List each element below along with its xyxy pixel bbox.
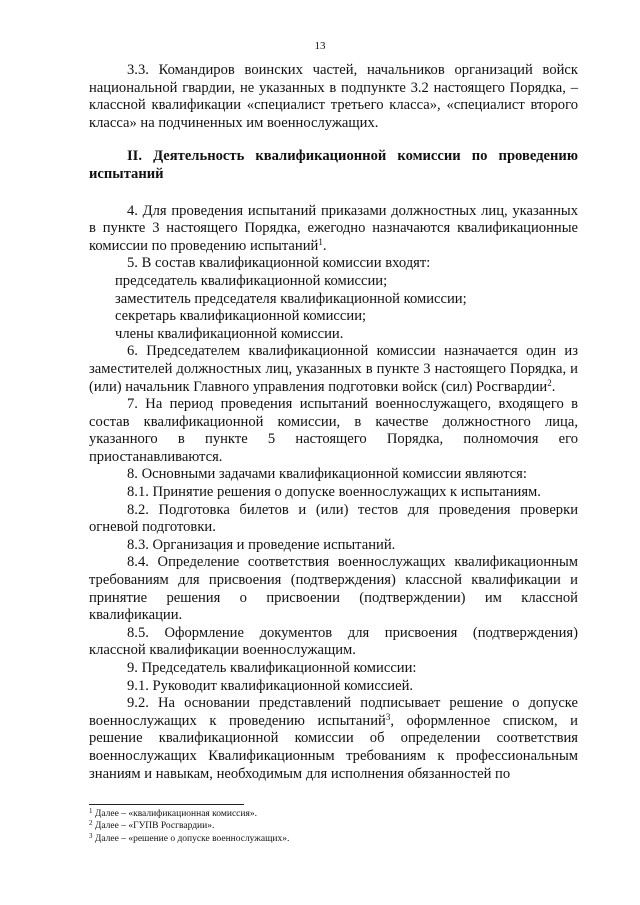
paragraph-7: 7. На период проведения испытаний военнослужащего, входящего в состав квалификационной комиссии, в качестве должностного лица, указанного в пункте 5 настоящего Порядка, полномочия его приостанавливаются. — [89, 396, 578, 465]
paragraph-9: 9. Председатель квалификационной комиссии: — [127, 660, 417, 676]
footnote — [89, 808, 578, 820]
paragraph-8-3: 8.3. Организация и проведение испытаний. — [127, 536, 396, 553]
list-item: председатель квалификационной комиссии; — [115, 272, 388, 289]
footnote — [89, 820, 578, 832]
section-heading: II. Деятельность квалификационной комиссии по проведению испытаний — [89, 148, 578, 182]
footnote-ref-3: 3 — [385, 711, 391, 722]
paragraph-8-4: 8.4. Определение соответствия военнослужащих квалификационным требованиям для присвоения (подтверждения) классной квалификации и принятие решения о присвоении (подтверждении) им классной квалификации. — [89, 554, 578, 624]
paragraph-8-5: 8.5. Оформление документов для присвоения (подтверждения) классной квалификации военнослужащим. — [89, 624, 578, 659]
paragraph-9-2-text-b: , оформленное списком, и решение квалификационной комиссии об определении соответствия военнослужащих Квалификационным требованиям к профессиональным знаниям и навыкам, необходимым для исполнения обязанностей по — [89, 712, 578, 782]
list-item: заместитель председателя квалификационной комиссии; — [115, 290, 467, 307]
footnote-text: Далее – «квалификационная комиссия». — [94, 809, 257, 819]
paragraph-8-1: 8.1. Принятие решения о допуске военнослужащих к испытаниям. — [127, 484, 541, 501]
footnote-ref-1: 1 — [318, 236, 323, 247]
paragraph-4-text: 4. Для проведения испытаний приказами должностных лиц, указанных в пункте 3 настоящего Порядка, ежегодно назначаются квалификационные комиссии по проведению испытаний — [89, 202, 578, 254]
paragraph-9-2-text-a: 9.2. На основании представлений подписывает решение о допуске военнослужащих к проведению испытаний — [89, 695, 578, 729]
list-item: члены квалификационной комиссии. — [115, 325, 344, 342]
paragraph-5: 5. В состав квалификационной комиссии входят: — [127, 255, 431, 272]
paragraph-3-3: 3.3. Командиров воинских частей, начальников организаций войск национальной гвардии, не указанных в подпункте 3.2 настоящего Порядка, – классной квалификации «специалист третьего класса», «специалист второго класса» на подчиненных им военнослужащих. — [89, 62, 578, 131]
list-item: секретарь квалификационной комиссии; — [115, 308, 367, 325]
footnotes — [89, 808, 578, 845]
document-body — [89, 62, 578, 783]
footnote-number: 2 — [89, 819, 93, 828]
footnote — [89, 833, 578, 845]
footnote-text: Далее – «ГУПВ Росгвардии». — [94, 821, 215, 832]
footnote-number: 3 — [89, 831, 93, 840]
footnote-number: 1 — [89, 807, 93, 815]
paragraph-4 — [89, 203, 578, 256]
paragraph-8-2: 8.2. Подготовка билетов и (или) тестов для проведения проверки огневой подготовки. — [89, 501, 578, 536]
paragraph-6-text: 6. Председателем квалификационной комиссии назначается один из заместителей должностных лиц, указанных в пункте 3 настоящего Порядка, и (или) начальник Главного управления подготовки войск (сил) Росгвардии — [89, 343, 578, 395]
footnote-text: Далее – «решение о допуске военнослужащих». — [94, 833, 290, 844]
paragraph-8: 8. Основными задачами квалификационной комиссии являются: — [127, 466, 527, 483]
footnote-ref-2: 2 — [547, 377, 552, 388]
footnote-divider — [89, 804, 244, 805]
paragraph-9-1: 9.1. Руководит квалификационной комиссией. — [127, 677, 414, 694]
paragraph-9-2 — [89, 695, 578, 783]
page-number: 13 — [314, 40, 326, 52]
paragraph-6 — [89, 343, 578, 396]
paragraph-4-end: . — [322, 237, 327, 254]
paragraph-6-end: . — [551, 378, 556, 395]
